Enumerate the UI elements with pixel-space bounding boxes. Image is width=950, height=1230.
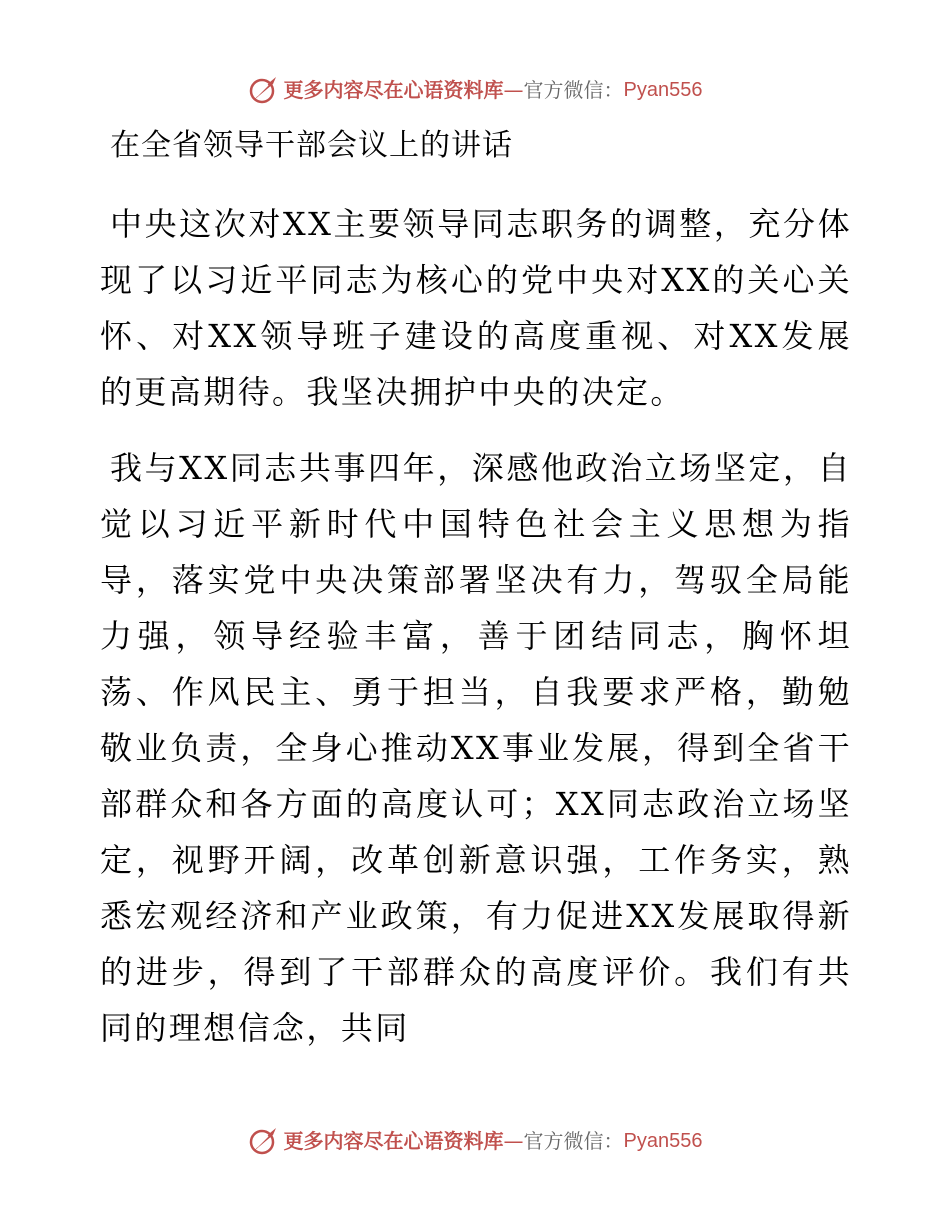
watermark-separator: —	[503, 78, 524, 102]
watermark-main-text: 更多内容尽在心语资料库	[283, 78, 504, 102]
quill-pen-logo-icon	[248, 1125, 280, 1157]
paragraph-2: 我与XX同志共事四年，深感他政治立场坚定，自觉以习近平新时代中国特色社会主义思想为指导，落实党中央决策部署坚决有力，驾驭全局能力强，领导经验丰富，善于团结同志，胸怀坦荡、作风民主、勇于担当，自我要求严格，勤勉敬业负责，全身心推动XX事业发展，得到全省干部群众和各方面的高度认可；XX同志政治立场坚定，视野开阔，改革创新意识强，工作务实，熟悉宏观经济和产业政策，有力促进XX发展取得新的进步，得到了干部群众的高度评价。我们有共同的理想信念，共同	[100, 449, 852, 1047]
watermark-wechat-id: Pyan556	[623, 79, 703, 101]
watermark-wechat-id: Pyan556	[623, 1130, 703, 1152]
paragraph-1: 中央这次对XX主要领导同志职务的调整，充分体现了以习近平同志为核心的党中央对XX的关心关怀、对XX领导班子建设的高度重视、对XX发展的更高期待。我坚决拥护中央的决定。	[100, 205, 852, 411]
watermark-wechat-label: 官方微信：	[523, 1129, 624, 1153]
watermark-separator: —	[503, 1129, 524, 1153]
header-watermark	[0, 74, 950, 106]
watermark-wechat-label: 官方微信：	[523, 78, 624, 102]
document-body	[100, 122, 852, 1076]
quill-pen-logo-icon	[248, 74, 280, 106]
watermark-main-text: 更多内容尽在心语资料库	[283, 1129, 504, 1153]
footer-watermark	[0, 1125, 950, 1157]
document-title: 在全省领导干部会议上的讲话	[110, 128, 513, 163]
